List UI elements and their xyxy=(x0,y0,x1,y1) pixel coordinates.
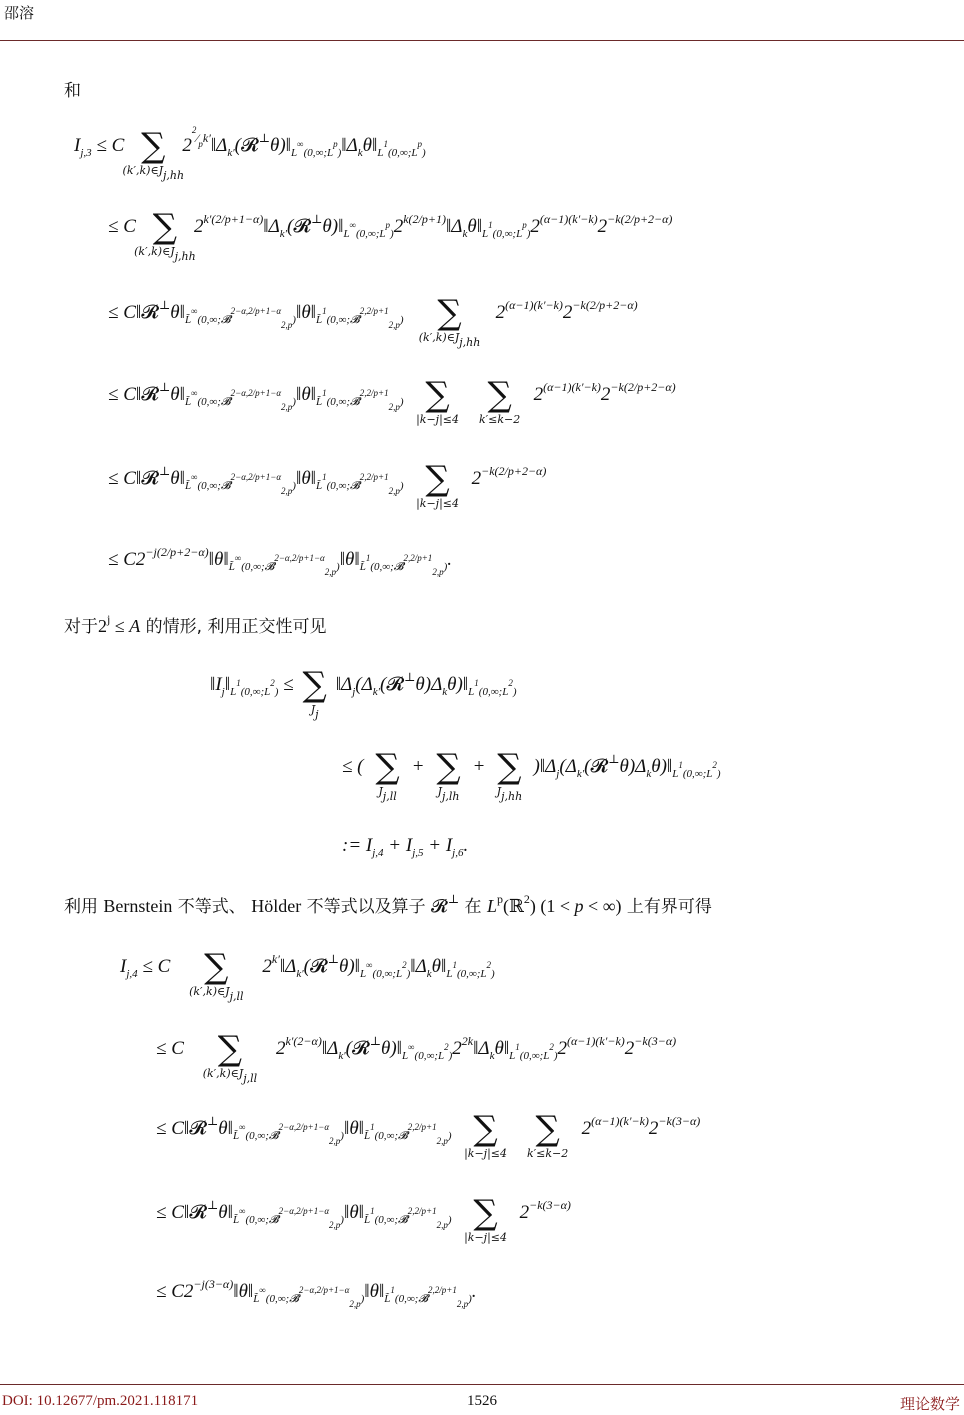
page-header xyxy=(0,0,964,41)
equation-line: ≤ $C‖𝓡^\perp\theta‖_{L̃^\infty(0,\infty;𝓑̇^{2-\alpha,2/p+1-\alpha}_{2,p})}‖\theta‖_{L̃^1(0,\infty;𝓑̇^{2,2/p+1}_{2,p})}$ ∑ |k−j|≤4 $2^{-k(3-\alpha)}$ xyxy=(156,1193,571,1244)
equation-line: ≤ $C‖𝓡^\perp\theta‖_{L̃^\infty(0,\infty;𝓑̇^{2-\alpha,2/p+1-\alpha}_{2,p})}‖\theta‖_{L̃^1(0,\infty;𝓑̇^{2,2/p+1}_{2,p})}$ ∑ |k−j|≤4 $2^{-k(2/p+2-\alpha)}$ xyxy=(108,459,547,510)
footer-page-number: 1526 xyxy=(467,1393,497,1409)
equation-line: ≤ $C‖𝓡^\perp\theta‖_{L̃^\infty(0,\infty;𝓑̇^{2-\alpha,2/p+1-\alpha}_{2,p})}‖\theta‖_{L̃^1(0,\infty;𝓑̇^{2,2/p+1}_{2,p})}$ ∑ |k−j|≤4 ∑ k′≤k−2 $2^{(\alpha-1)(k'-k)}2^{-k(3-\alpha)}$ xyxy=(156,1109,701,1160)
footer-journal-name: 理论数学 xyxy=(899,1395,960,1413)
equation-line: $I_{j,3} \le C$ ∑ $(k',k)\in J_{j,hh}$ $2^{^2⁄_pk'}‖\Delta_{k'}(𝓡^\perp\theta)‖_{L^\infty(0,\infty;L^p)}‖\Delta_k\theta‖_{L^1(0,\infty;L^p)}$ xyxy=(74,125,426,182)
equation-line: ≤ $C‖𝓡^\perp\theta‖_{L̃^\infty(0,\infty;𝓑̇^{2-\alpha,2/p+1-\alpha}_{2,p})}‖\theta‖_{L̃^1(0,\infty;𝓑̇^{2,2/p+1}_{2,p})}$ ∑ |k−j|≤4 ∑ k′≤k−2 $2^{(\alpha-1)(k'-k)}2^{-k(2/p+2-\alpha)}$ xyxy=(108,375,676,426)
equation-line: ≤ $C‖𝓡^\perp\theta‖_{L̃^\infty(0,\infty;𝓑̇^{2-\alpha,2/p+1-\alpha}_{2,p})}‖\theta‖_{L̃^1(0,\infty;𝓑̇^{2,2/p+1}_{2,p})}$ ∑ $(k',k)\in J_{j,hh}$ $2^{(\alpha-1)(k'-k)}2^{-k(2/p+2-\alpha)}$ xyxy=(108,293,638,349)
header-author: 邵溶 xyxy=(4,4,35,22)
footer-doi-link[interactable]: DOI: 10.12677/pm.2021.118171 xyxy=(2,1393,199,1409)
text-bernstein-intro: 利用 Bernstein 不等式、 Hölder 不等式以及算子 𝓡⊥ 在 $L^p(ℝ^2) (1 < p$ < ∞) 上有界可得 xyxy=(64,892,712,917)
equation-line: := $I_{j,4} + I_{j,5} + I_{j,6}$. xyxy=(342,835,469,859)
equation-line: ≤ C ∑ $(k',k)\in J_{j,ll}$ $2^{k'(2-\alpha)}‖\Delta_{k'}(𝓡^\perp\theta)‖_{L^\infty(0,\infty;L^2)}2^{2k}‖\Delta_k\theta‖_{L^1(0,\infty;L^2)}2^{(\alpha-1)(k'-k)}2^{-k(3-\alpha)}$ xyxy=(156,1029,677,1085)
equation-line: ≤ C ∑ $(k',k)\in J_{j,hh}$ $2^{k'(2/p+1-\alpha)}‖\Delta_{k'}(𝓡^\perp\theta)‖_{L^\infty(0,\infty;L^p)}2^{k(2/p+1)}‖\Delta_k\theta‖_{L^1(0,\infty;L^p)}2^{(\alpha-1)(k'-k)}2^{-k(2/p+2-\alpha)}$ xyxy=(108,207,673,263)
equation-line: $‖I_j‖_{L^1(0,\infty;L^2)}$ ≤ ∑ $J_j$ $‖\Delta_j(\Delta_{k'}(𝓡^\perp\theta)\Delta_k\theta)‖_{L^1(0,\infty;L^2)}$ xyxy=(210,665,517,721)
equation-line: ≤ ( ∑ $J_{j,ll}$ + ∑ $J_{j,lh}$ + ∑ $J_{j,hh}$ )$‖\Delta_j(\Delta_{k'}(𝓡^\perp\theta)\Delta_k\theta)‖_{L^1(0,\infty;L^2)}$ xyxy=(342,747,721,803)
equation-line: ≤ $C2^{-j(3-\alpha)}‖\theta‖_{L̃^\infty(0,\infty;𝓑̇^{2-\alpha,2/p+1-\alpha}_{2,p})}‖\theta‖_{L̃^1(0,\infty;𝓑̇^{2,2/p+1}_{2,p})}$. xyxy=(156,1277,477,1309)
text-case-intro: 对于$2^j \le A$ 的情形, 利用正交性可见 xyxy=(64,612,327,637)
text-he: 和 xyxy=(64,81,81,101)
equation-line: $I_{j,4} \le C$ ∑ $(k',k)\in J_{j,ll}$ $2^{k'}‖\Delta_{k'}(𝓡^\perp\theta)‖_{L^\infty(0,\infty;L^2)}‖\Delta_k\theta‖_{L^1(0,\infty;L^2)}$ xyxy=(120,947,495,1003)
equation-line: ≤ $C2^{-j(2/p+2-\alpha)}‖\theta‖_{L̃^\infty(0,\infty;𝓑̇^{2-\alpha,2/p+1-\alpha}_{2,p})}‖\theta‖_{L̃^1(0,\infty;𝓑̇^{2,2/p+1}_{2,p})}$. xyxy=(108,545,452,577)
page-footer xyxy=(0,1384,964,1415)
